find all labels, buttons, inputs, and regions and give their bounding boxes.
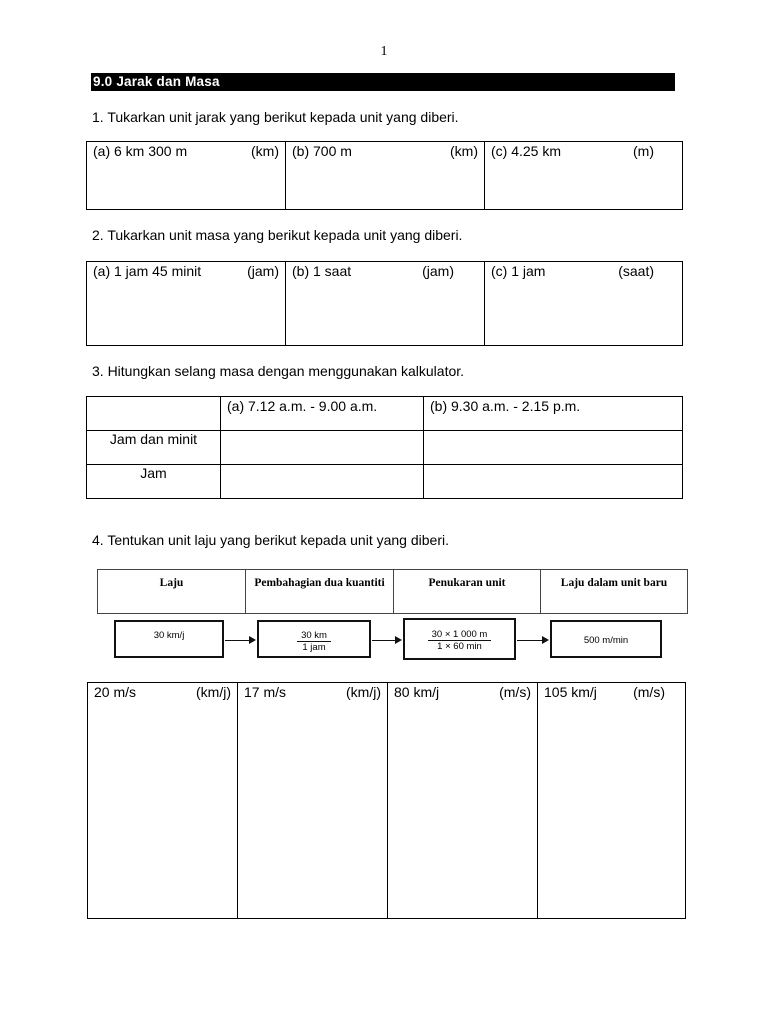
q2-cell-label: (c) 1 jam — [491, 263, 546, 279]
example-conversion-denominator: 1 × 60 min — [437, 641, 482, 652]
q3-answer-cell[interactable] — [221, 431, 424, 465]
example-result-box — [550, 620, 662, 658]
question-2-text: 2. Tukarkan unit masa yang berikut kepada unit yang diberi. — [92, 227, 463, 243]
q4-cell-label: 105 km/j — [544, 684, 597, 700]
example-result: 500 m/min — [583, 635, 629, 646]
q4-cell-1[interactable] — [88, 683, 238, 919]
arrow-line — [517, 640, 542, 641]
q4-cell-unit: (km/j) — [196, 684, 231, 700]
q3-table — [86, 396, 683, 499]
example-header: Laju dalam unit baru — [560, 577, 668, 589]
example-division-box — [257, 620, 371, 658]
q2-cell-unit: (saat) — [618, 263, 654, 279]
q1-cell-label: (a) 6 km 300 m — [93, 143, 188, 159]
arrow-right-icon — [542, 636, 549, 644]
q4-cell-label: 80 km/j — [394, 684, 440, 700]
q4-cell-unit: (m/s) — [499, 684, 531, 700]
q4-table — [87, 682, 686, 919]
q1-cell-unit: (km) — [450, 143, 478, 159]
q2-cell-b[interactable] — [286, 262, 485, 346]
example-speed: 30 km/j — [153, 630, 185, 641]
example-header-row — [97, 569, 688, 614]
arrow-right-icon — [395, 636, 402, 644]
section-title-bar — [91, 73, 675, 91]
q3-row-label: Jam — [87, 465, 221, 499]
q1-cell-c[interactable] — [485, 142, 683, 210]
q1-table — [86, 141, 683, 210]
q4-cell-label: 17 m/s — [244, 684, 287, 700]
example-header: Laju — [98, 570, 246, 613]
section-title: 9.0 Jarak dan Masa — [93, 74, 220, 89]
page-number: 1 — [380, 44, 388, 59]
example-division-fraction — [297, 630, 331, 653]
q4-cell-4[interactable] — [538, 683, 686, 919]
q4-cell-unit: (km/j) — [346, 684, 381, 700]
q1-cell-unit: (m) — [633, 143, 654, 159]
q2-cell-unit: (jam) — [422, 263, 454, 279]
arrow-line — [225, 640, 249, 641]
q3-row-label: Jam dan minit — [87, 431, 221, 465]
q3-col-header-b: (b) 9.30 a.m. - 2.15 p.m. — [424, 397, 683, 431]
q1-cell-unit: (km) — [251, 143, 279, 159]
question-3-text: 3. Hitungkan selang masa dengan menggunakan kalkulator. — [92, 363, 465, 379]
q1-cell-label: (c) 4.25 km — [491, 143, 562, 159]
q2-cell-label: (b) 1 saat — [292, 263, 352, 279]
q4-cell-unit: (m/s) — [633, 684, 665, 700]
arrow-right-icon — [249, 636, 256, 644]
example-conversion-numerator: 30 × 1 000 m — [428, 629, 492, 641]
example-header: Pembahagian dua kuantiti — [246, 570, 394, 613]
example-division-denominator: 1 jam — [302, 642, 326, 653]
q2-table — [86, 261, 683, 346]
arrow-line — [372, 640, 395, 641]
q3-answer-cell[interactable] — [424, 431, 683, 465]
q3-answer-cell[interactable] — [424, 465, 683, 499]
q2-cell-unit: (jam) — [247, 263, 279, 279]
q1-cell-label: (b) 700 m — [292, 143, 352, 159]
q4-cell-3[interactable] — [388, 683, 538, 919]
example-conversion-box — [403, 618, 516, 660]
q3-col-header-a: (a) 7.12 a.m. - 9.00 a.m. — [221, 397, 424, 431]
q4-cell-label: 20 m/s — [94, 684, 137, 700]
q2-cell-c[interactable] — [485, 262, 683, 346]
example-speed-box — [114, 620, 224, 658]
q1-cell-b[interactable] — [286, 142, 485, 210]
example-header: Penukaran unit — [394, 570, 541, 613]
q4-cell-2[interactable] — [238, 683, 388, 919]
question-4-text: 4. Tentukan unit laju yang berikut kepada unit yang diberi. — [92, 532, 449, 548]
q2-cell-label: (a) 1 jam 45 minit — [93, 263, 202, 279]
q3-corner-cell — [87, 397, 221, 431]
example-division-numerator: 30 km — [297, 630, 331, 642]
example-conversion-fraction — [428, 629, 492, 652]
q1-cell-a[interactable] — [87, 142, 286, 210]
question-1-text: 1. Tukarkan unit jarak yang berikut kepada unit yang diberi. — [92, 109, 459, 125]
q3-answer-cell[interactable] — [221, 465, 424, 499]
q2-cell-a[interactable] — [87, 262, 286, 346]
